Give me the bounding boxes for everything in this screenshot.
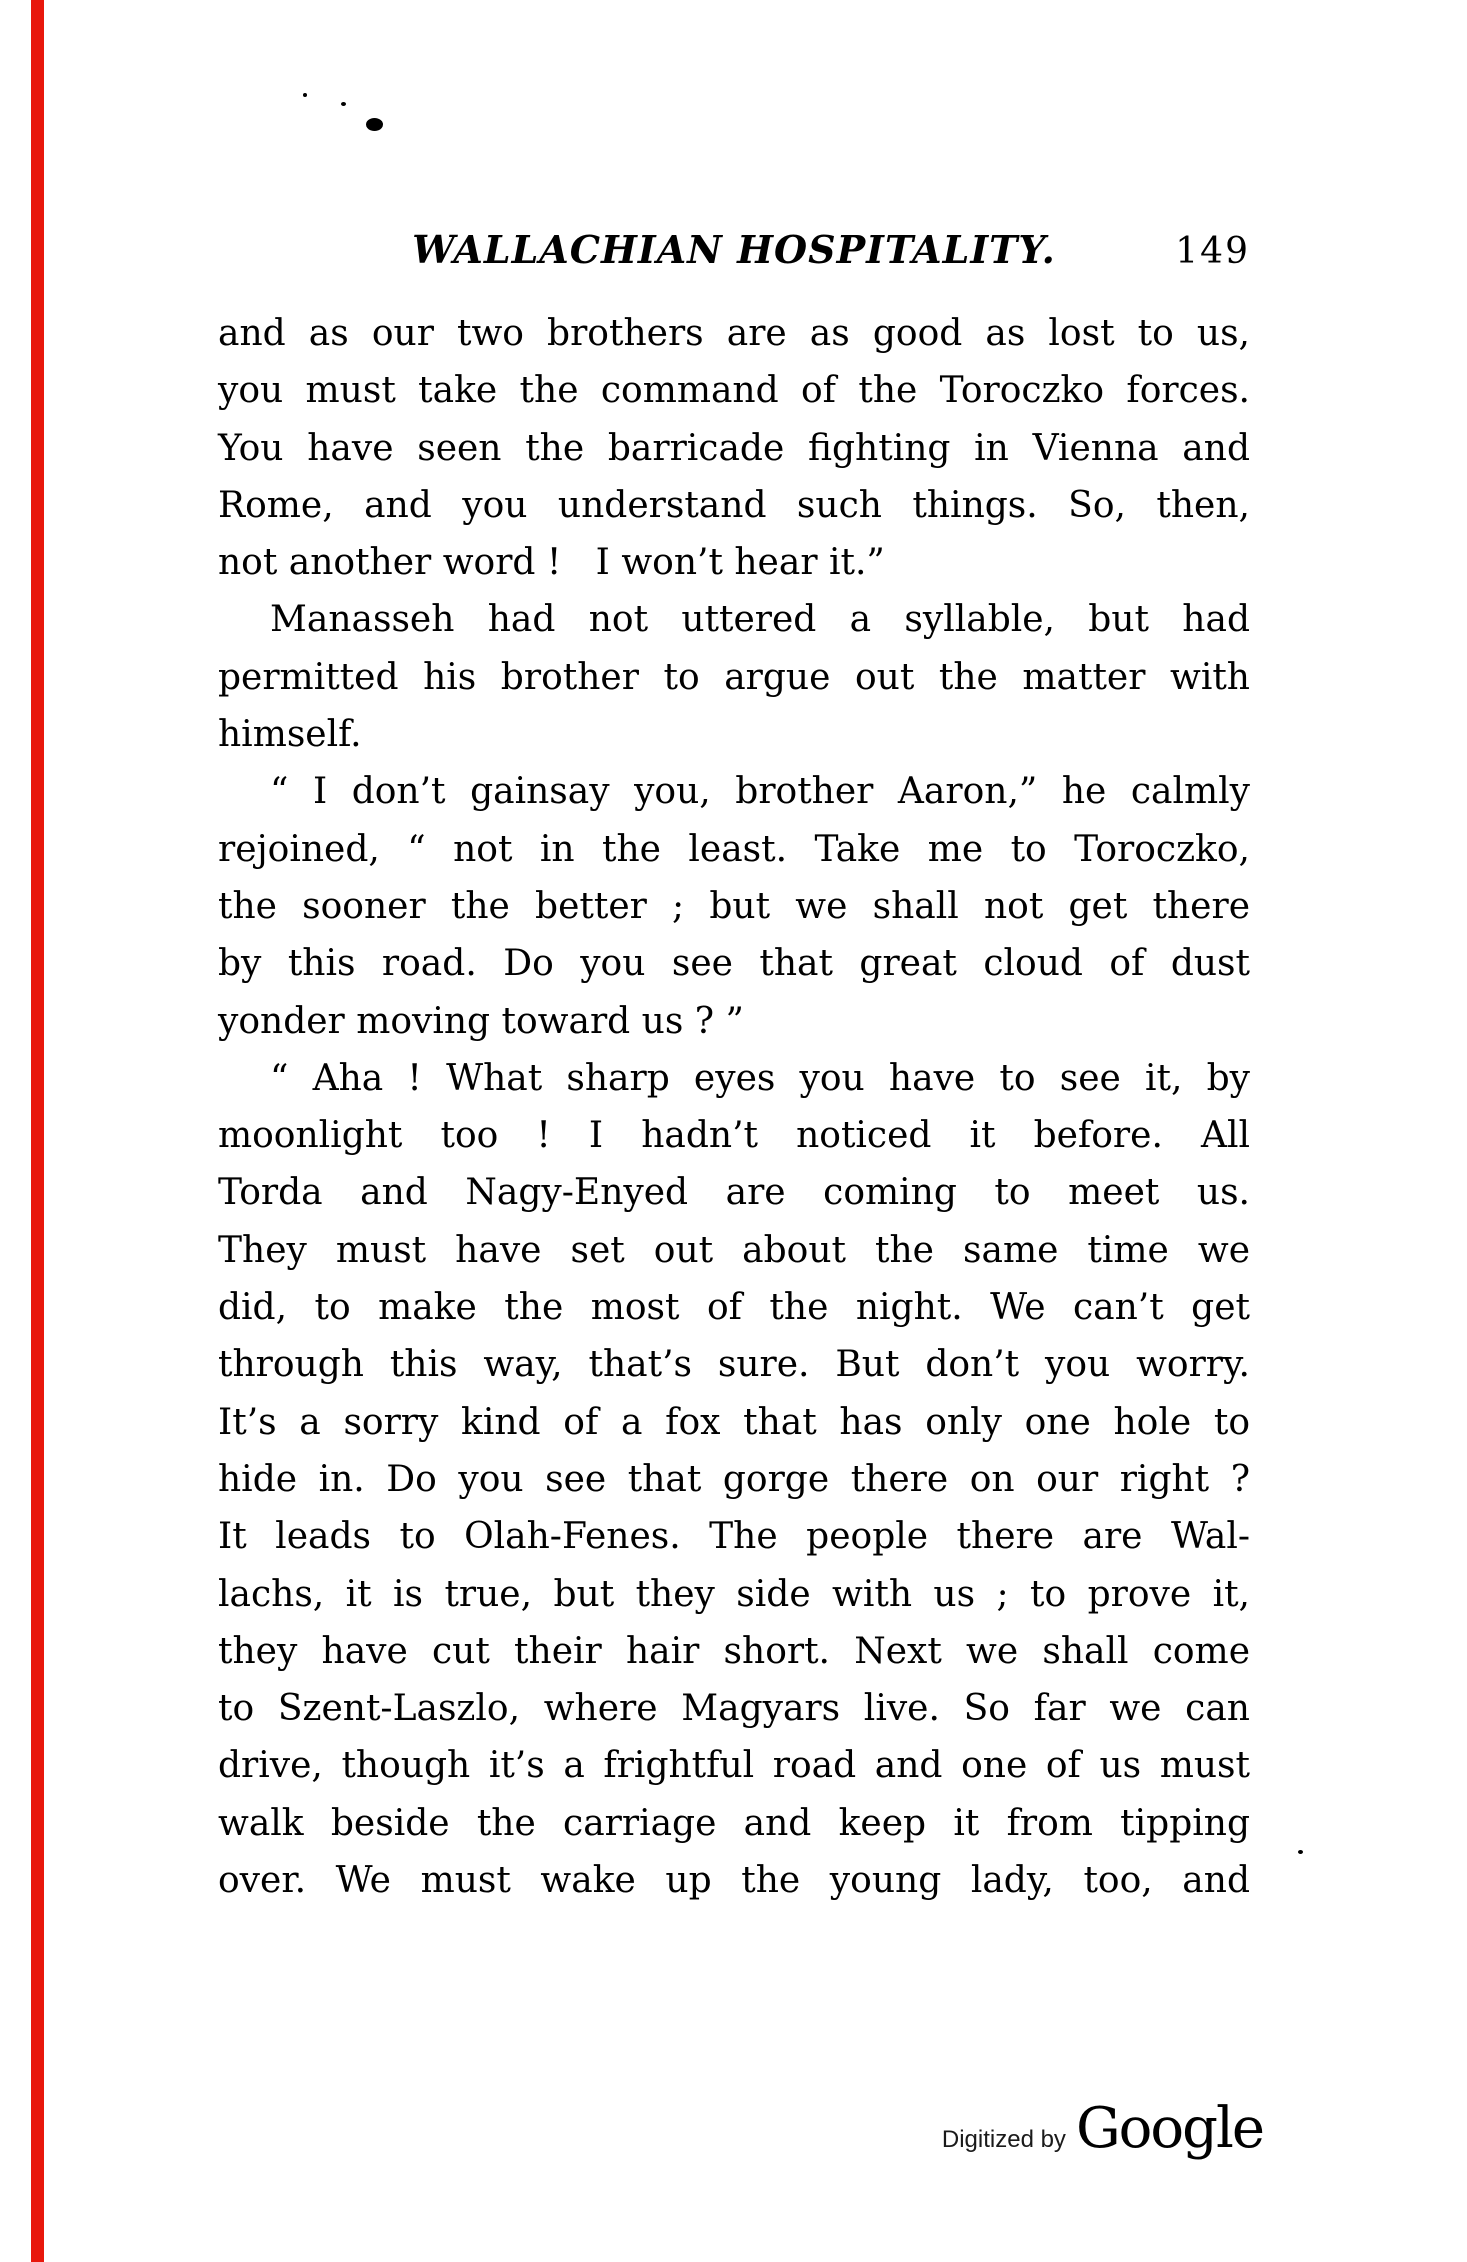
text-line: Manasseh had not uttered a syllable, but had [270,599,1250,641]
scan-speck [341,102,346,106]
text-line: rejoined, “ not in the least. Take me to Toroczko, [218,828,1250,870]
book-gutter-edge-strip [31,0,44,2262]
text-line: Torda and Nagy-Enyed are coming to meet us. [218,1172,1250,1214]
text-line: they have cut their hair short. Next we shall come [218,1630,1250,1672]
running-header [218,228,1250,278]
text-line: Rome, and you understand such things. So, then, [218,484,1250,526]
text-line: They must have set out about the same time we [218,1229,1250,1271]
text-line: You have seen the barricade fighting in Vienna and [218,427,1250,469]
scan-speck [303,93,307,97]
google-logo: Google [1075,2096,1263,2161]
text-line: over. We must wake up the young lady, too, and [218,1860,1250,1902]
scan-speck [1298,1850,1303,1854]
digitization-credit [942,2096,1263,2161]
text-line: not another word ! I won’t hear it.” [218,542,885,584]
text-line: “ I don’t gainsay you, brother Aaron,” he calmly [270,771,1250,813]
text-line: himself. [218,714,362,756]
text-line: did, to make the most of the night. We can’t get [218,1287,1250,1329]
text-line: moonlight too ! I hadn’t noticed it before. All [218,1115,1250,1157]
text-line: you must take the command of the Toroczko forces. [218,370,1250,412]
text-line: It’s a sorry kind of a fox that has only one hole to [218,1401,1250,1443]
running-header-title: WALLACHIAN HOSPITALITY. [412,227,1056,272]
body-text-block [218,305,1250,1909]
text-line: “ Aha ! What sharp eyes you have to see it, by [270,1057,1250,1099]
text-line: walk beside the carriage and keep it from tipping [218,1802,1250,1844]
text-line: hide in. Do you see that gorge there on our right ? [218,1458,1250,1500]
scan-speck [366,118,383,131]
text-line: by this road. Do you see that great cloud of dust [218,943,1250,985]
text-line: yonder moving toward us ? ” [218,1000,744,1042]
text-line: through this way, that’s sure. But don’t you worry. [218,1344,1250,1386]
text-line: drive, though it’s a frightful road and one of us must [218,1745,1250,1787]
text-line: the sooner the better ; but we shall not get there [218,885,1250,927]
text-line: to Szent-Laszlo, where Magyars live. So far we can [218,1688,1250,1730]
page-number: 149 [1175,231,1250,272]
text-line: It leads to Olah-Fenes. The people there are Wal- [218,1516,1250,1558]
digitized-by-label: Digitized by [941,2126,1066,2153]
text-line: permitted his brother to argue out the matter with [218,656,1250,698]
text-line: and as our two brothers are as good as lost to us, [218,313,1250,354]
text-line: lachs, it is true, but they side with us ; to prove it, [218,1573,1250,1615]
